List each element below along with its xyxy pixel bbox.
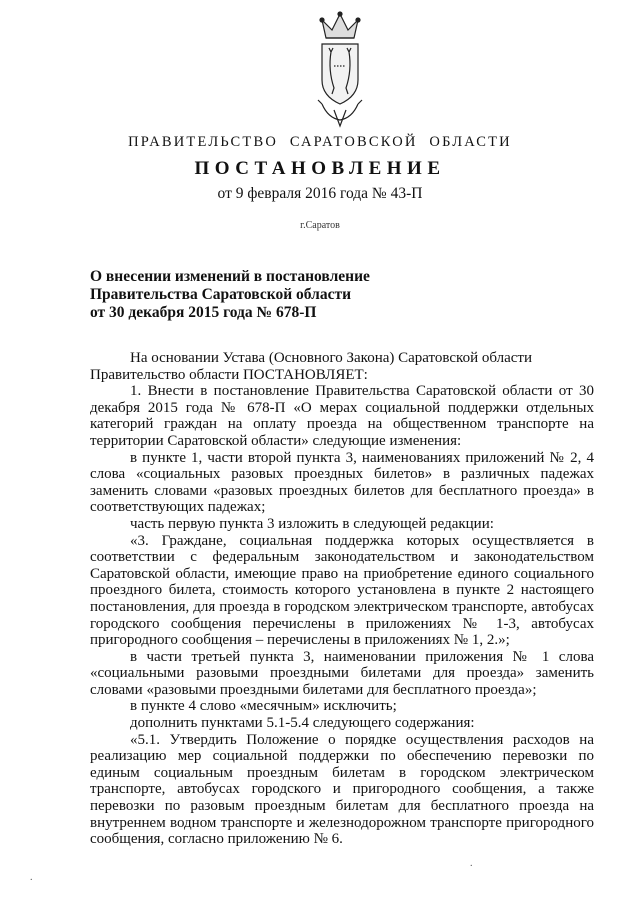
document-type-title: ПОСТАНОВЛЕНИЕ: [194, 158, 446, 179]
scan-mark: .: [30, 872, 33, 883]
body-paragraph: в пункте 1, части второй пункта 3, наименованиях приложений № 2, 4 слова «социальных разовых проездных билетов» в различных падежах заменить словами «разовых проездных билетов для бесплатного проезда» в соответствующих падежах;: [90, 449, 594, 516]
subject-line: от 30 декабря 2015 года № 678-П: [90, 304, 317, 321]
body-paragraph: «5.1. Утвердить Положение о порядке осуществления расходов на реализацию мер социальной поддержки по обеспечению перевозки по единым социальным проездным билетам в городском электрическом транспорте, автобусах городского и пригородного сообщения, а также перевозки по разовым проездным билетам для бесплатного проезда на внутреннем водном транспорте и железнодорожном транспорте пригородного сообщения, согласно приложению № 6.: [90, 731, 594, 848]
subject-line: О внесении изменений в постановление: [90, 268, 370, 285]
body-paragraph: Правительство области ПОСТАНОВЛЯЕТ:: [90, 366, 368, 383]
body-paragraph: часть первую пункта 3 изложить в следующей редакции:: [130, 515, 494, 532]
document-subject: [90, 268, 450, 322]
subject-line: Правительства Саратовской области: [90, 286, 351, 303]
scan-mark: .: [470, 858, 473, 869]
body-paragraph: «3. Граждане, социальная поддержка которых осуществляется в соответствии с федеральным законодательством и законодательством Саратовской области, имеющие право на приобретение единого социального проездного билета, стоимость которого установлена в пункте 2 настоящего постановления, для проезда в городском электрическом транспорте, автобусах городского сообщения перечислены в приложениях № 1-3, автобусах пригородного сообщения – перечислены в приложениях № 1, 2.»;: [90, 532, 594, 649]
body-paragraph: дополнить пунктами 5.1-5.4 следующего содержания:: [130, 715, 475, 732]
document-date-number: от 9 февраля 2016 года № 43-П: [217, 185, 423, 202]
body-paragraph: в части третьей пункта 3, наименовании приложения № 1 слова «социальными разовыми проездными билетами для проезда» заменить словами «разовыми проездными билетами для бесплатного проезда»;: [90, 648, 594, 698]
document-body: [90, 350, 594, 848]
body-paragraph: На основании Устава (Основного Закона) Саратовской области: [130, 350, 533, 366]
issuing-authority: ПРАВИТЕЛЬСТВО САРАТОВСКОЙ ОБЛАСТИ: [128, 134, 512, 150]
body-paragraph: в пункте 4 слово «месячным» исключить;: [130, 698, 397, 715]
coat-of-arms-icon: [308, 10, 372, 128]
body-paragraph: 1. Внести в постановление Правительства Саратовской области от 30 декабря 2015 года № 678-П «О мерах социальной поддержки отдельных категорий граждан на оплату проезда на общественном транспорте на территории Саратовской области» следующие изменения:: [90, 383, 594, 449]
document-city: г.Саратов: [300, 220, 340, 231]
